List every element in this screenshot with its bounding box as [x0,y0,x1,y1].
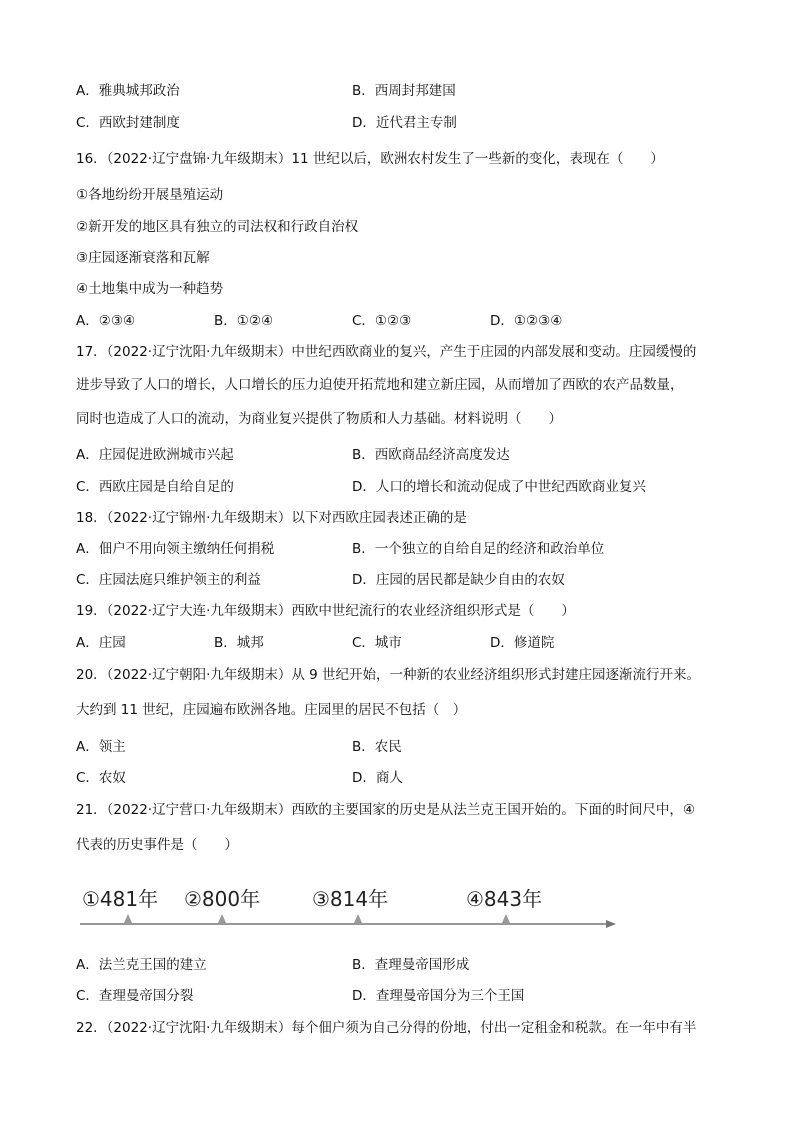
q18-stem: 18．（2022·辽宁锦州·九年级期末）以下对西欧庄园表述正确的是 [76,510,467,526]
q17-option-a: A．庄园促进欧洲城市兴起 [76,447,234,463]
timeline-tick-4 [502,914,510,923]
q17-stem-line-2: 进步导致了人口的增长，人口增长的压力迫使开拓荒地和建立新庄园，从而增加了西欧的农产品数量， [76,377,684,393]
q21-option-d: D．查理曼帝国分为三个王国 [352,988,525,1004]
q19-option-a: A．庄园 [76,635,126,651]
timeline-tick-2 [218,914,226,923]
q18-option-a: A．佃户不用向领主缴纳任何捐税 [76,541,275,557]
q18-option-d: D．庄园的居民都是缺少自由的农奴 [352,572,565,588]
q16-stem: 16．（2022·辽宁盘锦·九年级期末）11 世纪以后，欧洲农村发生了一些新的变化，表现在（ ） [76,151,664,167]
timeline-label-2: ②800年 [184,887,261,911]
q17-option-b: B．西欧商品经济高度发达 [352,447,510,463]
timeline-label-4: ④843年 [466,887,543,911]
q16-item-2: ②新开发的地区具有独立的司法权和行政自治权 [76,219,359,235]
q20-option-b: B．农民 [352,739,402,755]
q15-option-c: C．西欧封建制度 [76,115,180,131]
q19-option-b: B．城邦 [214,635,264,651]
q21-stem-line-1: 21．（2022·辽宁营口·九年级期末）西欧的主要国家的历史是从法兰克王国开始的。下面的时间尺中，④ [76,802,695,818]
q16-option-a: A．②③④ [76,313,136,329]
q20-option-c: C．农奴 [76,770,126,786]
q21-option-c: C．查理曼帝国分裂 [76,988,194,1004]
q22-stem: 22．（2022·辽宁沈阳·九年级期末）每个佃户须为自己分得的份地，付出一定租金和税款。在一年中有半 [76,1020,697,1036]
q19-option-c: C．城市 [352,635,402,651]
q16-option-d: D．①②③④ [490,313,563,329]
q17-option-d: D．人口的增长和流动促成了中世纪西欧商业复兴 [352,479,646,495]
q19-option-d: D．修道院 [490,635,555,651]
q16-item-3: ③庄园逐渐衰落和瓦解 [76,250,210,266]
q17-stem-line-1: 17．（2022·辽宁沈阳·九年级期末）中世纪西欧商业的复兴，产生于庄园的内部发展和变动。庄园缓慢的 [76,344,697,360]
q17-option-c: C．西欧庄园是自给自足的 [76,479,234,495]
q15-option-d: D．近代君主专制 [352,115,457,131]
q20-option-d: D．商人 [352,770,403,786]
q17-stem-line-3: 同时也造成了人口的流动，为商业复兴提供了物质和人力基础。材料说明（ ） [76,411,562,427]
q16-option-c: C．①②③ [352,313,412,329]
q18-option-c: C．庄园法庭只维护领主的利益 [76,572,261,588]
q20-option-a: A．领主 [76,739,126,755]
q15-option-a: A．雅典城邦政治 [76,83,180,99]
timeline-label-1: ①481年 [82,887,159,911]
q21-option-b: B．查理曼帝国形成 [352,957,470,973]
timeline-figure [76,880,636,940]
q18-option-b: B．一个独立的自给自足的经济和政治单位 [352,541,605,557]
timeline-tick-1 [124,914,132,923]
q21-option-a: A．法兰克王国的建立 [76,957,207,973]
q20-stem-line-2: 大约到 11 世纪，庄园遍布欧洲各地。庄园里的居民不包括（ ） [76,702,467,718]
timeline-arrow-icon [606,920,616,928]
q15-option-b: B．西周封邦建国 [352,83,456,99]
timeline-tick-3 [354,914,362,923]
q16-option-b: B．①②④ [214,313,274,329]
q21-timeline [76,880,636,940]
q16-item-1: ①各地纷纷开展垦殖运动 [76,187,224,203]
q21-stem-line-2: 代表的历史事件是（ ） [76,837,238,853]
q19-stem: 19．（2022·辽宁大连·九年级期末）西欧中世纪流行的农业经济组织形式是（ ） [76,603,575,619]
q16-item-4: ④土地集中成为一种趋势 [76,281,224,297]
q20-stem-line-1: 20．（2022·辽宁朝阳·九年级期末）从 9 世纪开始，一种新的农业经济组织形式封建庄园逐渐流行开来。 [76,667,701,683]
timeline-label-3: ③814年 [312,887,389,911]
